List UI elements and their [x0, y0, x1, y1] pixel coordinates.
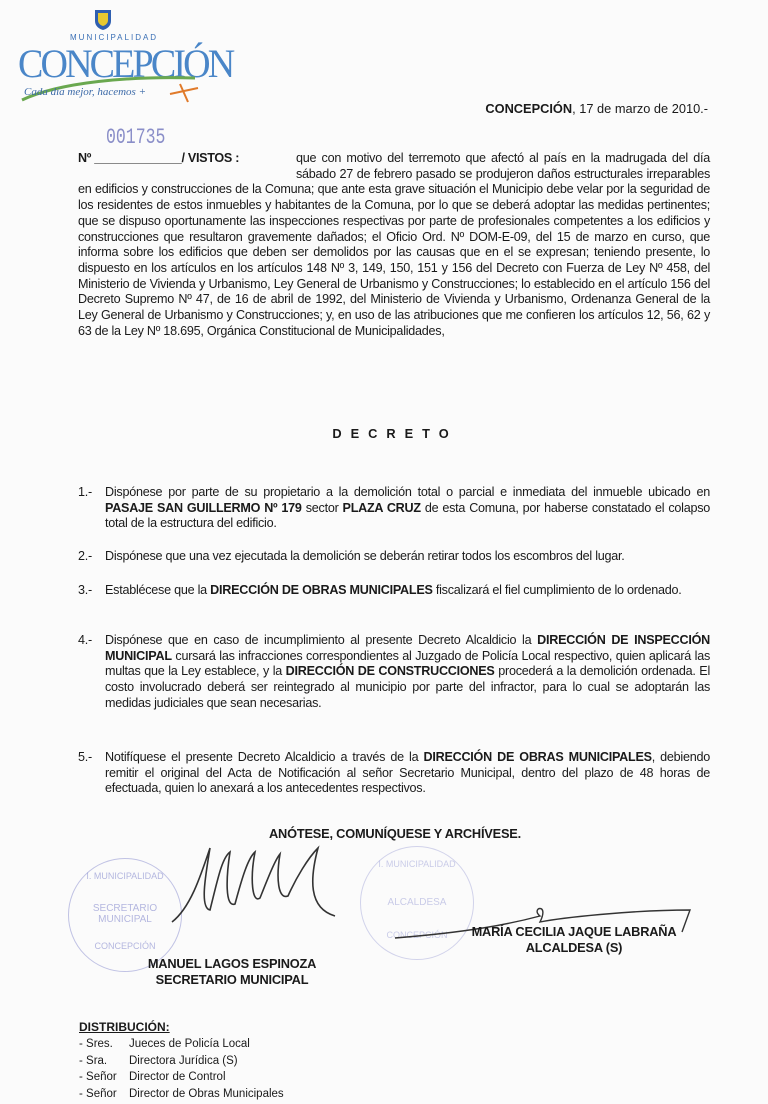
- decree-item-1: [78, 485, 710, 532]
- row-prefix: - Señor: [79, 1087, 117, 1100]
- item-bold: DIRECCIÓN DE INSPECCIÓN MUNICIPAL: [105, 633, 710, 663]
- item-text: Dispónese que en caso de incumplimiento al presente Decreto Alcaldicio la: [105, 633, 538, 647]
- row-prefix: - Sra.: [79, 1054, 108, 1067]
- row-recipient: Director de Obras Municipales: [129, 1087, 284, 1100]
- stamp-text: CONCEPCIÓN: [386, 930, 448, 940]
- item-text: Establécese que la: [105, 583, 211, 597]
- secretary-name: MANUEL LAGOS ESPINOZA: [147, 956, 317, 971]
- stamp-text: SECRETARIO MUNICIPAL: [92, 903, 158, 925]
- logo-name: CONCEPCIÓN: [18, 41, 233, 86]
- item-bold: PASAJE SAN GUILLERMO Nº 179: [105, 500, 302, 515]
- item-text: sector: [301, 500, 343, 515]
- item-text: , debiendo remitir el original del Acta de Notificación al señor Secretario Municipal, dentro del plazo de 48 horas de efectuada, quien lo anexará a los antecedentes respectivos.: [105, 750, 710, 796]
- row-prefix: - Señor: [79, 1071, 117, 1083]
- item-number: 2.-: [78, 549, 92, 563]
- item-bold: PLAZA CRUZ: [342, 500, 421, 515]
- decreto-title: DECRETO: [332, 426, 458, 441]
- row-recipient: Jueces de Policía Local: [129, 1038, 250, 1050]
- item-text: cursará las infracciones correspondientes al Juzgado de Policía Local respectivo, quien aplicará las multas que la Ley establece, y la: [105, 648, 710, 679]
- stamp-text: ALCALDESA: [387, 897, 447, 908]
- distribution-row: [79, 1036, 284, 1053]
- item-number: 3.-: [78, 583, 92, 597]
- item-bold: DIRECCIÓN DE OBRAS MUNICIPALES: [423, 750, 652, 764]
- document-date: [485, 101, 708, 116]
- mayor-block: [448, 924, 700, 956]
- distribution-title: DISTRIBUCIÓN:: [79, 1020, 170, 1034]
- decree-item-2: [78, 549, 710, 565]
- distribution-row: [79, 1069, 284, 1086]
- row-prefix: - Sres.: [79, 1038, 113, 1050]
- vistos-section: [78, 151, 710, 339]
- item-text: de esta Comuna, por haberse constatado el colapso total de la estructura del edificio.: [105, 500, 710, 531]
- distribution-list: [79, 1036, 284, 1102]
- item-bold: DIRECCIÓN DE CONSTRUCCIONES: [285, 664, 495, 679]
- closing-formula: ANÓTESE, COMUNÍQUESE Y ARCHÍVESE.: [269, 826, 521, 841]
- secretary-title: SECRETARIO MUNICIPAL: [155, 972, 309, 987]
- distribution-row: [79, 1086, 284, 1103]
- vistos-label: Nº _____________/ VISTOS :: [78, 151, 240, 165]
- item-number: 5.-: [78, 750, 92, 764]
- mayor-title: ALCALDESA (S): [525, 940, 623, 955]
- stamp-text: I. MUNICIPALIDAD: [378, 859, 456, 869]
- decree-item-5: [78, 750, 710, 797]
- item-number: 4.-: [78, 633, 92, 647]
- decree-item-3: [78, 583, 710, 599]
- stamp-text: CONCEPCIÓN: [94, 941, 156, 951]
- decree-number-stamp: 001735: [106, 125, 166, 150]
- coat-of-arms-icon: [94, 9, 112, 31]
- row-recipient: Director de Control: [129, 1071, 226, 1083]
- secretary-block: [108, 956, 356, 988]
- distribution-row: [79, 1053, 284, 1070]
- item-bold: DIRECCIÓN DE OBRAS MUNICIPALES: [210, 583, 433, 597]
- decree-item-4: [78, 633, 710, 712]
- item-text: Dispónese por parte de su propietario a la demolición total o parcial e inmediata del inmueble ubicado en: [105, 485, 710, 499]
- item-number: 1.-: [78, 485, 92, 499]
- row-recipient: Directora Jurídica (S): [129, 1054, 238, 1067]
- mayor-name: MARÍA CECILIA JAQUE LABRAÑA: [471, 924, 677, 939]
- logo-slogan: Cada día mejor, hacemos +: [24, 86, 146, 98]
- item-text: Notifíquese el presente Decreto Alcaldicio a través de la: [105, 750, 424, 764]
- secretary-signature: [160, 838, 360, 928]
- date-text: , 17 de marzo de 2010.-: [572, 101, 708, 116]
- stamp-text: I. MUNICIPALIDAD: [86, 871, 164, 881]
- item-text: fiscalizará el fiel cumplimiento de lo ordenado.: [432, 583, 682, 597]
- item-text: procederá a la demolición ordenada. El costo involucrado deberá ser reintegrado al municipio por parte del infractor, para lo cual se adoptarán las medidas judiciales que sean necesarias.: [105, 664, 710, 710]
- date-city: CONCEPCIÓN: [485, 101, 573, 116]
- logo-top-text: MUNICIPALIDAD: [70, 33, 159, 42]
- vistos-text: que con motivo del terremoto que afectó al país en la madrugada del día sábado 27 de febrero pasado se produjeron daños estructurales irreparables en edificios y construcciones de la Comuna; que ante esta grave situación el Municipio debe velar por la seguridad de los residentes de estos inmuebles y habitantes de la Comuna, por lo que se deberá adoptar las medidas pertinentes; que se dispuso oportunamente las inspecciones respectivas por parte de profesionales competentes a los edificios y construcciones que resultaron gravemente dañados; el Oficio Ord. Nº DOM-E-09, del 15 de marzo en curso, que informa sobre los edificios que deben ser demolidos por las causas que en el se expresan; teniendo presente, lo dispuesto en los artículos en los artículos 148 Nº 3, 149, 150, 151 y 156 del Decreto con Fuerza de Ley Nº 458, del Ministerio de Vivienda y Urbanismo, Ley General de Urbanismo y Construcciones; lo establecido en el artículo 156 del Decreto Supremo Nº 47, de 16 de abril de 1992, del Ministerio de Vivienda y Urbanismo, Ordenanza General de la Ley General de Urbanismo y Construcciones; y, en uso de las atribuciones que me confieren los artículos 12, 56, 62 y 63 de la Ley Nº 18.695, Orgánica Constitucional de Municipalidades,: [78, 151, 710, 338]
- item-text: Dispónese que una vez ejecutada la demolición se deberán retirar todos los escombros del lugar.: [105, 549, 625, 563]
- municipality-logo: [0, 0, 233, 110]
